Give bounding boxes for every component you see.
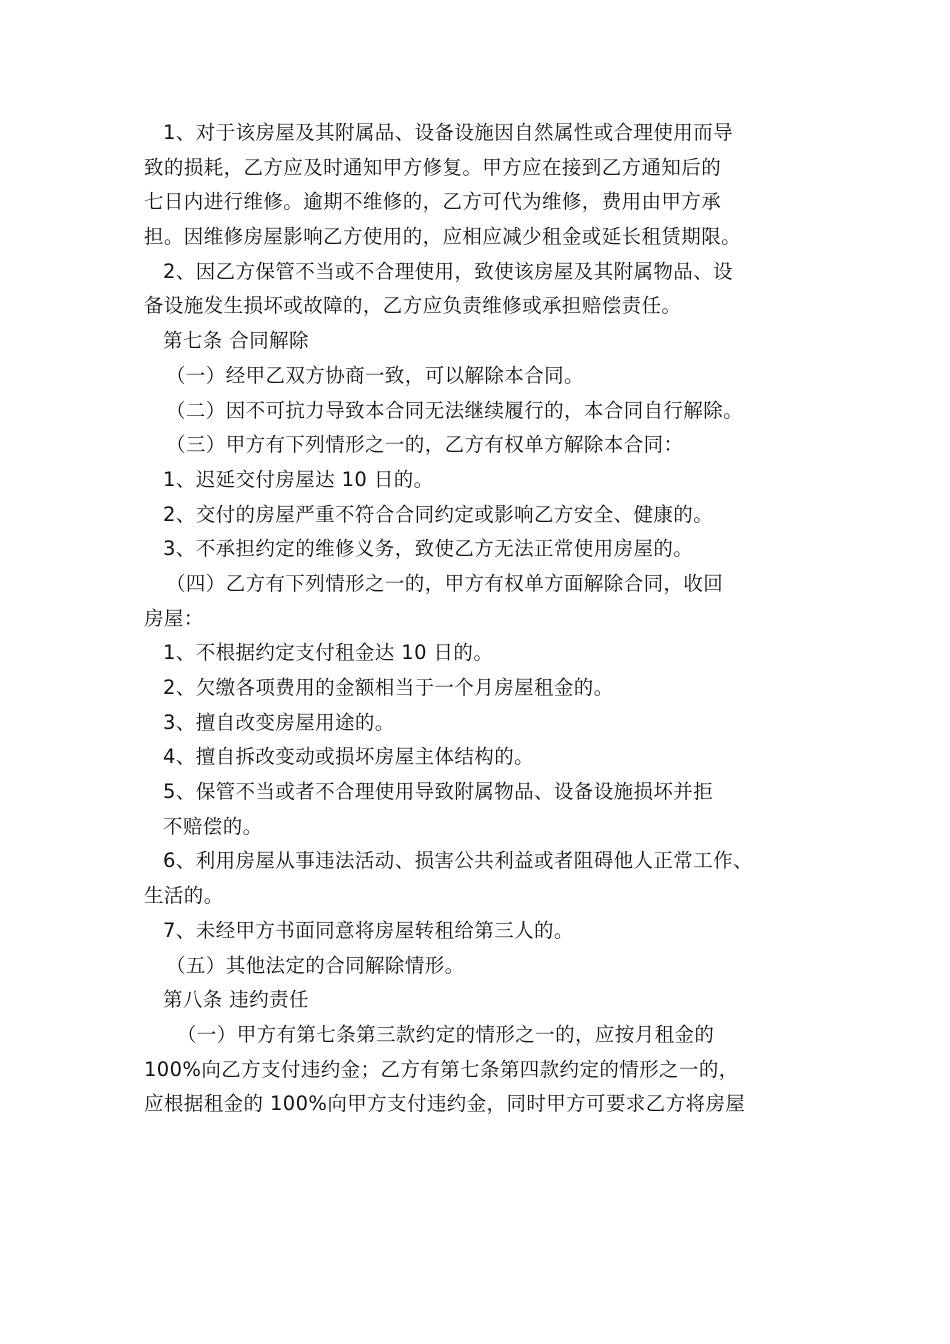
list-item: 3、擅自改变房屋用途的。: [163, 710, 395, 734]
section-heading: 第八条 违约责任: [163, 988, 309, 1012]
text-line: 致的损耗，乙方应及时通知甲方修复。甲方应在接到乙方通知后的: [144, 155, 722, 179]
text-line: （三）甲方有下列情形之一的，乙方有权单方解除本合同：: [166, 433, 684, 457]
text-line: 2、因乙方保管不当或不合理使用，致使该房屋及其附属物品、设: [163, 259, 734, 283]
text-line: 担。因维修房屋影响乙方使用的，应相应减少租金或延长租赁期限。: [144, 225, 742, 249]
text-line: （五）其他法定的合同解除情形。: [166, 953, 465, 977]
text-line: 七日内进行维修。逾期不维修的，乙方可代为维修，费用由甲方承: [144, 190, 722, 214]
text-line: （二）因不可抗力导致本合同无法继续履行的，本合同自行解除。: [166, 398, 744, 422]
text-line: （一）甲方有第七条第三款约定的情形之一的，应按月租金的: [177, 1022, 715, 1046]
text-line: 房屋：: [144, 606, 204, 630]
text-line: 不赔偿的。: [163, 814, 263, 838]
list-item: 3、不承担约定的维修义务，致使乙方无法正常使用房屋的。: [163, 537, 694, 561]
list-item: 1、不根据约定支付租金达 10 日的。: [163, 641, 494, 665]
text-line: 生活的。: [144, 884, 224, 908]
list-item: 1、迟延交付房屋达 10 日的。: [163, 467, 434, 491]
text-line: （四）乙方有下列情形之一的，甲方有权单方面解除合同，收回: [166, 571, 724, 595]
list-item: 6、利用房屋从事违法活动、损害公共利益或者阻碍他人正常工作、: [163, 849, 753, 873]
list-item: 4、擅自拆改变动或损坏房屋主体结构的。: [163, 745, 535, 769]
document-body: [144, 116, 824, 1122]
list-item: 2、交付的房屋严重不符合合同约定或影响乙方安全、健康的。: [163, 502, 714, 526]
list-item: 5、保管不当或者不合理使用导致附属物品、设备设施损坏并拒: [163, 780, 714, 804]
text-line: 100%向乙方支付违约金；乙方有第七条第四款约定的情形之一的，: [144, 1057, 739, 1081]
text-line: 应根据租金的 100%向甲方支付违约金，同时甲方可要求乙方将房屋: [144, 1092, 746, 1116]
list-item: 2、欠缴各项费用的金额相当于一个月房屋租金的。: [163, 676, 614, 699]
section-heading: 第七条 合同解除: [163, 329, 309, 353]
text-line: 1、对于该房屋及其附属品、设备设施因自然属性或合理使用而导: [163, 121, 734, 144]
list-item: 7、未经甲方书面同意将房屋转租给第三人的。: [163, 918, 574, 942]
text-line: 备设施发生损坏或故障的，乙方应负责维修或承担赔偿责任。: [144, 294, 682, 318]
text-line: （一）经甲乙双方协商一致，可以解除本合同。: [166, 363, 584, 387]
